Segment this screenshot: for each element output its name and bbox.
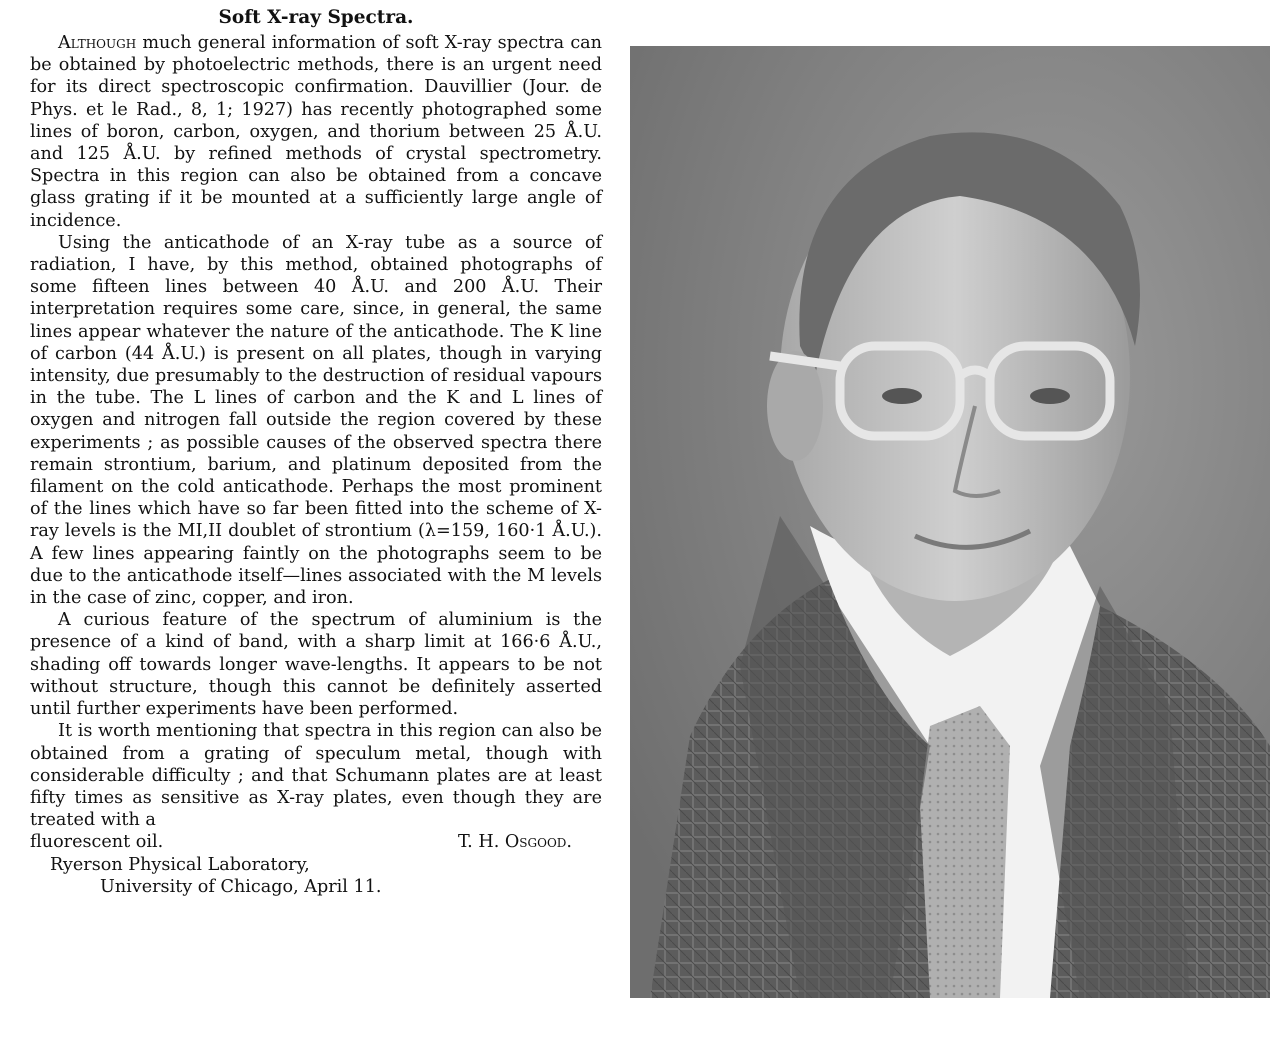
affiliation-line-1: Ryerson Physical Laboratory, bbox=[50, 854, 310, 875]
paragraph-1-body: much general information of soft X-ray spectra can be obtained by photoelectric methods, there is an urgent need for its direct spectroscopic confirmation. Dauvillier (Jour. de Phys. et le Rad., 8, 1; 1927) has recently photographed some lines of boron, carbon, oxygen, and thorium between 25 Å.U. and 125 Å.U. by refined methods of crystal spectrometry. Spectra in this region can also be obtained from a concave glass grating if it be mounted at a sufficiently large angle of incidence. bbox=[30, 33, 602, 231]
signature-row bbox=[30, 831, 602, 853]
letter-text bbox=[30, 6, 602, 898]
author-signature: T. H. Osgood. bbox=[458, 832, 572, 853]
paragraph-2: Using the anticathode of an X-ray tube as a source of radiation, I have, by this method, obtained photographs of some fifteen lines between 40 Å.U. and 200 Å.U. Their interpretation requires some care, since, in general, the same lines appear whatever the nature of the anticathode. The K line of carbon (44 Å.U.) is present on all plates, though in varying intensity, due presumably to the destruction of residual vapours in the tube. The L lines of carbon and the K and L lines of oxygen and nitrogen fall outside the region covered by these experiments ; as possible causes of the observed spectra there remain strontium, barium, and platinum deposited from the filament on the cold anticathode. Perhaps the most prominent of the lines which have so far been fitted into the scheme of X-ray levels is the MI,II doublet of strontium (λ=159, 160·1 Å.U.). A few lines appearing faintly on the photographs seem to be due to the anticathode itself—lines associated with the M levels in the case of zinc, copper, and iron. bbox=[30, 232, 602, 609]
paragraph-4: It is worth mentioning that spectra in this region can also be obtained from a grating of speculum metal, though with considerable difficulty ; and that Schumann plates are at least fifty times as sensitive as X-ray plates, even though they are treated with a bbox=[30, 721, 602, 831]
paragraph-1 bbox=[30, 32, 602, 232]
paragraph-3: A curious feature of the spectrum of aluminium is the presence of a kind of band, with a sharp limit at 166·6 Å.U., shading off towards longer wave-lengths. It appears to be not without structure, though this cannot be definitely asserted until further experiments have been performed. bbox=[30, 610, 602, 720]
left-eye bbox=[882, 388, 922, 404]
paragraph-4-end: fluorescent oil. bbox=[30, 832, 164, 853]
tie bbox=[920, 706, 1010, 998]
ear bbox=[767, 351, 823, 461]
paragraph-1-lead: Although bbox=[58, 33, 137, 53]
affiliation-line-2: University of Chicago, April 11. bbox=[100, 876, 382, 897]
letter-title: Soft X-ray Spectra. bbox=[218, 7, 414, 28]
portrait-illustration bbox=[630, 46, 1270, 998]
portrait-photo bbox=[630, 46, 1270, 998]
right-eye bbox=[1030, 388, 1070, 404]
